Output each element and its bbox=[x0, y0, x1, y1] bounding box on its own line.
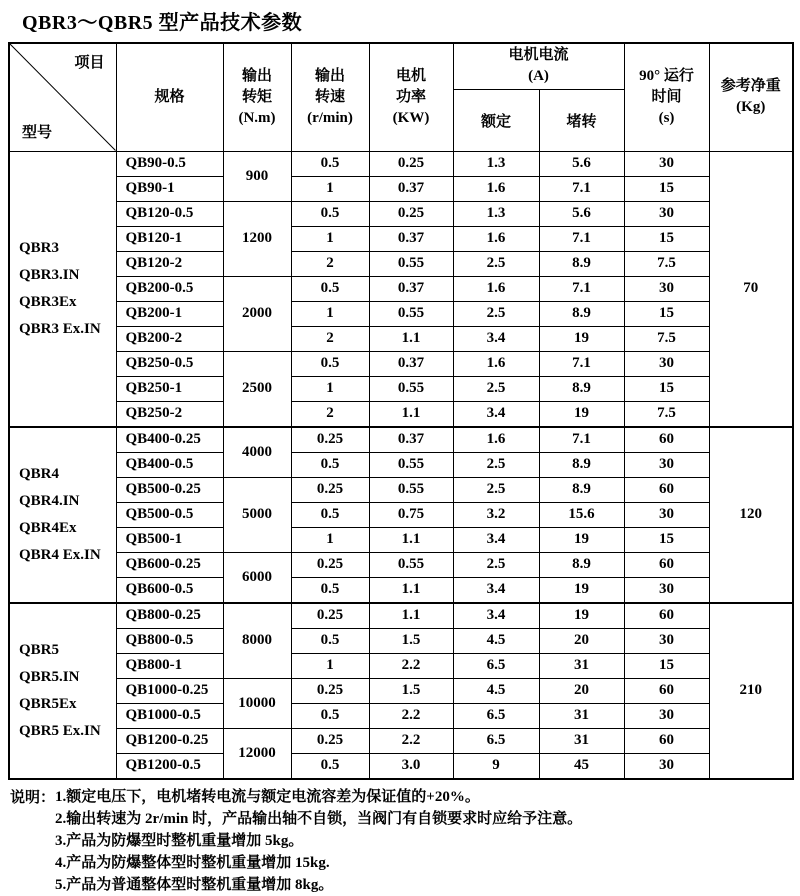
table-row bbox=[9, 401, 793, 427]
time-cell: 30 bbox=[624, 577, 709, 603]
rated-current-cell: 3.4 bbox=[453, 577, 539, 603]
model-name: QBR3 bbox=[19, 239, 60, 256]
time-cell: 30 bbox=[624, 502, 709, 527]
power-cell: 0.55 bbox=[369, 452, 453, 477]
rated-current-cell: 1.6 bbox=[453, 276, 539, 301]
power-cell: 2.2 bbox=[369, 653, 453, 678]
model-name: QBR3.IN bbox=[19, 266, 80, 283]
rated-current-cell: 4.5 bbox=[453, 628, 539, 653]
torque-cell: 4000 bbox=[223, 427, 291, 478]
rated-current-cell: 1.6 bbox=[453, 226, 539, 251]
spec-cell: QB600-0.25 bbox=[116, 552, 223, 577]
time-cell: 15 bbox=[624, 653, 709, 678]
locked-current-cell: 31 bbox=[539, 728, 624, 753]
speed-cell: 1 bbox=[291, 653, 369, 678]
time-cell: 60 bbox=[624, 728, 709, 753]
header-torque: 输出 转矩 (N.m) bbox=[223, 43, 291, 151]
rated-current-cell: 3.4 bbox=[453, 401, 539, 427]
spec-cell: QB1000-0.25 bbox=[116, 678, 223, 703]
rated-current-cell: 1.6 bbox=[453, 351, 539, 376]
model-name: QBR4.IN bbox=[19, 492, 80, 509]
model-name: QBR4Ex bbox=[19, 519, 77, 536]
spec-cell: QB600-0.5 bbox=[116, 577, 223, 603]
rated-current-cell: 2.5 bbox=[453, 376, 539, 401]
table-row bbox=[9, 276, 793, 301]
speed-cell: 1 bbox=[291, 527, 369, 552]
spec-cell: QB120-1 bbox=[116, 226, 223, 251]
notes-list bbox=[55, 786, 582, 896]
rated-current-cell: 2.5 bbox=[453, 251, 539, 276]
power-cell: 0.37 bbox=[369, 427, 453, 453]
table-row bbox=[9, 628, 793, 653]
locked-current-cell: 8.9 bbox=[539, 477, 624, 502]
spec-cell: QB250-2 bbox=[116, 401, 223, 427]
torque-cell: 1200 bbox=[223, 201, 291, 276]
speed-cell: 0.5 bbox=[291, 351, 369, 376]
rated-current-cell: 6.5 bbox=[453, 703, 539, 728]
spec-cell: QB200-1 bbox=[116, 301, 223, 326]
locked-current-cell: 8.9 bbox=[539, 301, 624, 326]
speed-cell: 0.25 bbox=[291, 603, 369, 629]
table-row bbox=[9, 603, 793, 629]
locked-current-cell: 5.6 bbox=[539, 201, 624, 226]
notes-label: 说明： bbox=[10, 789, 56, 806]
spec-cell: QB1200-0.25 bbox=[116, 728, 223, 753]
time-cell: 15 bbox=[624, 176, 709, 201]
spec-cell: QB800-1 bbox=[116, 653, 223, 678]
model-name: QBR5Ex bbox=[19, 695, 77, 712]
rated-current-cell: 3.4 bbox=[453, 326, 539, 351]
table-row bbox=[9, 753, 793, 779]
power-cell: 0.37 bbox=[369, 351, 453, 376]
speed-cell: 0.25 bbox=[291, 678, 369, 703]
power-cell: 1.1 bbox=[369, 603, 453, 629]
speed-cell: 2 bbox=[291, 326, 369, 351]
locked-current-cell: 31 bbox=[539, 653, 624, 678]
model-cell bbox=[9, 151, 116, 427]
locked-current-cell: 19 bbox=[539, 326, 624, 351]
spec-cell: QB90-0.5 bbox=[116, 151, 223, 176]
table-row bbox=[9, 226, 793, 251]
spec-cell: QB500-0.5 bbox=[116, 502, 223, 527]
header-net-weight: 参考净重 (Kg) bbox=[709, 43, 793, 151]
rated-current-cell: 1.3 bbox=[453, 201, 539, 226]
locked-current-cell: 8.9 bbox=[539, 376, 624, 401]
speed-cell: 1 bbox=[291, 376, 369, 401]
time-cell: 60 bbox=[624, 678, 709, 703]
locked-current-cell: 5.6 bbox=[539, 151, 624, 176]
speed-cell: 1 bbox=[291, 301, 369, 326]
page-title: QBR3～QBR5 型产品技术参数 bbox=[22, 12, 303, 34]
time-cell: 30 bbox=[624, 351, 709, 376]
time-cell: 15 bbox=[624, 226, 709, 251]
header-rated-current: 额定 bbox=[453, 89, 539, 151]
notes-section bbox=[10, 786, 800, 896]
time-cell: 15 bbox=[624, 376, 709, 401]
time-cell: 30 bbox=[624, 151, 709, 176]
time-cell: 30 bbox=[624, 276, 709, 301]
table-row bbox=[9, 201, 793, 226]
torque-cell: 2000 bbox=[223, 276, 291, 351]
corner-label-item: 项目 bbox=[74, 55, 105, 71]
speed-cell: 0.5 bbox=[291, 151, 369, 176]
spec-cell: QB1200-0.5 bbox=[116, 753, 223, 779]
spec-cell: QB400-0.25 bbox=[116, 427, 223, 453]
torque-cell: 6000 bbox=[223, 552, 291, 603]
rated-current-cell: 1.3 bbox=[453, 151, 539, 176]
rated-current-cell: 4.5 bbox=[453, 678, 539, 703]
header-motor-current: 电机电流 (A) bbox=[453, 43, 624, 89]
power-cell: 0.55 bbox=[369, 552, 453, 577]
spec-cell: QB120-2 bbox=[116, 251, 223, 276]
power-cell: 1.1 bbox=[369, 401, 453, 427]
rated-current-cell: 2.5 bbox=[453, 477, 539, 502]
power-cell: 0.25 bbox=[369, 201, 453, 226]
note-item: 3.产品为防爆型时整机重量增加 5kg。 bbox=[55, 832, 304, 849]
model-cell bbox=[9, 427, 116, 603]
rated-current-cell: 9 bbox=[453, 753, 539, 779]
table-row bbox=[9, 552, 793, 577]
locked-current-cell: 15.6 bbox=[539, 502, 624, 527]
power-cell: 0.25 bbox=[369, 151, 453, 176]
rated-current-cell: 2.5 bbox=[453, 301, 539, 326]
rated-current-cell: 1.6 bbox=[453, 176, 539, 201]
power-cell: 0.55 bbox=[369, 477, 453, 502]
spec-cell: QB400-0.5 bbox=[116, 452, 223, 477]
time-cell: 7.5 bbox=[624, 401, 709, 427]
spec-cell: QB800-0.25 bbox=[116, 603, 223, 629]
spec-cell: QB120-0.5 bbox=[116, 201, 223, 226]
power-cell: 0.37 bbox=[369, 276, 453, 301]
table-row bbox=[9, 251, 793, 276]
spec-table bbox=[8, 42, 794, 780]
speed-cell: 1 bbox=[291, 226, 369, 251]
rated-current-cell: 3.2 bbox=[453, 502, 539, 527]
rated-current-cell: 2.5 bbox=[453, 552, 539, 577]
spec-cell: QB500-1 bbox=[116, 527, 223, 552]
table-row bbox=[9, 527, 793, 552]
speed-cell: 0.5 bbox=[291, 628, 369, 653]
table-row bbox=[9, 326, 793, 351]
locked-current-cell: 7.1 bbox=[539, 427, 624, 453]
corner-label-model: 型号 bbox=[22, 124, 53, 141]
speed-cell: 2 bbox=[291, 401, 369, 427]
table-row bbox=[9, 703, 793, 728]
table-row bbox=[9, 427, 793, 453]
spec-cell: QB250-1 bbox=[116, 376, 223, 401]
spec-cell: QB800-0.5 bbox=[116, 628, 223, 653]
rated-current-cell: 3.4 bbox=[453, 603, 539, 629]
note-item: 4.产品为防爆整体型时整机重量增加 15kg. bbox=[55, 854, 330, 871]
locked-current-cell: 19 bbox=[539, 401, 624, 427]
time-cell: 7.5 bbox=[624, 326, 709, 351]
corner-header-cell bbox=[9, 43, 116, 151]
power-cell: 0.55 bbox=[369, 376, 453, 401]
note-item: 5.产品为普通整体型时整机重量增加 8kg。 bbox=[55, 876, 334, 893]
time-cell: 60 bbox=[624, 603, 709, 629]
time-cell: 30 bbox=[624, 703, 709, 728]
speed-cell: 0.25 bbox=[291, 427, 369, 453]
header-row-1 bbox=[9, 43, 793, 89]
header-spec: 规格 bbox=[116, 43, 223, 151]
table-row bbox=[9, 678, 793, 703]
locked-current-cell: 45 bbox=[539, 753, 624, 779]
time-cell: 15 bbox=[624, 527, 709, 552]
locked-current-cell: 19 bbox=[539, 603, 624, 629]
power-cell: 0.55 bbox=[369, 251, 453, 276]
header-speed: 输出 转速 (r/min) bbox=[291, 43, 369, 151]
table-row bbox=[9, 452, 793, 477]
model-name: QBR5.IN bbox=[19, 668, 80, 685]
torque-cell: 8000 bbox=[223, 603, 291, 679]
model-name: QBR5 bbox=[19, 641, 60, 658]
torque-cell: 2500 bbox=[223, 351, 291, 427]
power-cell: 1.5 bbox=[369, 628, 453, 653]
table-row bbox=[9, 653, 793, 678]
power-cell: 1.1 bbox=[369, 527, 453, 552]
table-row bbox=[9, 502, 793, 527]
locked-current-cell: 8.9 bbox=[539, 552, 624, 577]
power-cell: 0.37 bbox=[369, 226, 453, 251]
rated-current-cell: 6.5 bbox=[453, 653, 539, 678]
locked-current-cell: 7.1 bbox=[539, 226, 624, 251]
time-cell: 30 bbox=[624, 753, 709, 779]
speed-cell: 0.25 bbox=[291, 552, 369, 577]
time-cell: 30 bbox=[624, 452, 709, 477]
speed-cell: 0.5 bbox=[291, 502, 369, 527]
table-row bbox=[9, 176, 793, 201]
speed-cell: 0.25 bbox=[291, 477, 369, 502]
weight-cell: 210 bbox=[709, 603, 793, 779]
locked-current-cell: 20 bbox=[539, 628, 624, 653]
spec-cell: QB200-2 bbox=[116, 326, 223, 351]
speed-cell: 0.5 bbox=[291, 753, 369, 779]
weight-cell: 120 bbox=[709, 427, 793, 603]
table-row bbox=[9, 301, 793, 326]
speed-cell: 0.25 bbox=[291, 728, 369, 753]
locked-current-cell: 8.9 bbox=[539, 452, 624, 477]
locked-current-cell: 7.1 bbox=[539, 351, 624, 376]
model-name: QBR3 Ex.IN bbox=[19, 320, 101, 337]
table-row bbox=[9, 728, 793, 753]
speed-cell: 2 bbox=[291, 251, 369, 276]
spec-cell: QB250-0.5 bbox=[116, 351, 223, 376]
model-name: QBR3Ex bbox=[19, 293, 77, 310]
speed-cell: 0.5 bbox=[291, 703, 369, 728]
table-row bbox=[9, 477, 793, 502]
spec-cell: QB500-0.25 bbox=[116, 477, 223, 502]
rated-current-cell: 6.5 bbox=[453, 728, 539, 753]
time-cell: 60 bbox=[624, 552, 709, 577]
speed-cell: 0.5 bbox=[291, 201, 369, 226]
rated-current-cell: 1.6 bbox=[453, 427, 539, 453]
spec-cell: QB1000-0.5 bbox=[116, 703, 223, 728]
model-name: QBR5 Ex.IN bbox=[19, 722, 101, 739]
torque-cell: 10000 bbox=[223, 678, 291, 728]
power-cell: 0.55 bbox=[369, 301, 453, 326]
note-item: 2.输出转速为 2r/min 时，产品输出轴不自锁，当阀门有自锁要求时应给予注意。 bbox=[55, 810, 583, 827]
header-power: 电机 功率 (KW) bbox=[369, 43, 453, 151]
power-cell: 0.37 bbox=[369, 176, 453, 201]
header-run-time: 90° 运行 时间 (s) bbox=[624, 43, 709, 151]
locked-current-cell: 19 bbox=[539, 527, 624, 552]
torque-cell: 5000 bbox=[223, 477, 291, 552]
power-cell: 1.1 bbox=[369, 577, 453, 603]
locked-current-cell: 7.1 bbox=[539, 176, 624, 201]
rated-current-cell: 3.4 bbox=[453, 527, 539, 552]
time-cell: 30 bbox=[624, 201, 709, 226]
locked-current-cell: 19 bbox=[539, 577, 624, 603]
power-cell: 2.2 bbox=[369, 728, 453, 753]
model-name: QBR4 Ex.IN bbox=[19, 546, 101, 563]
torque-cell: 12000 bbox=[223, 728, 291, 779]
table-row bbox=[9, 577, 793, 603]
locked-current-cell: 7.1 bbox=[539, 276, 624, 301]
speed-cell: 0.5 bbox=[291, 577, 369, 603]
power-cell: 1.5 bbox=[369, 678, 453, 703]
note-item: 1.额定电压下，电机堵转电流与额定电流容差为保证值的+20%。 bbox=[55, 788, 480, 805]
power-cell: 1.1 bbox=[369, 326, 453, 351]
model-cell bbox=[9, 603, 116, 779]
time-cell: 30 bbox=[624, 628, 709, 653]
locked-current-cell: 8.9 bbox=[539, 251, 624, 276]
header-locked-current: 堵转 bbox=[539, 89, 624, 151]
torque-cell: 900 bbox=[223, 151, 291, 201]
locked-current-cell: 20 bbox=[539, 678, 624, 703]
table-row bbox=[9, 351, 793, 376]
time-cell: 60 bbox=[624, 477, 709, 502]
weight-cell: 70 bbox=[709, 151, 793, 427]
spec-cell: QB200-0.5 bbox=[116, 276, 223, 301]
speed-cell: 0.5 bbox=[291, 276, 369, 301]
time-cell: 7.5 bbox=[624, 251, 709, 276]
model-name: QBR4 bbox=[19, 465, 60, 482]
speed-cell: 0.5 bbox=[291, 452, 369, 477]
rated-current-cell: 2.5 bbox=[453, 452, 539, 477]
time-cell: 60 bbox=[624, 427, 709, 453]
spec-cell: QB90-1 bbox=[116, 176, 223, 201]
power-cell: 3.0 bbox=[369, 753, 453, 779]
time-cell: 15 bbox=[624, 301, 709, 326]
locked-current-cell: 31 bbox=[539, 703, 624, 728]
table-body bbox=[9, 151, 793, 779]
power-cell: 2.2 bbox=[369, 703, 453, 728]
table-row bbox=[9, 151, 793, 176]
speed-cell: 1 bbox=[291, 176, 369, 201]
table-row bbox=[9, 376, 793, 401]
power-cell: 0.75 bbox=[369, 502, 453, 527]
